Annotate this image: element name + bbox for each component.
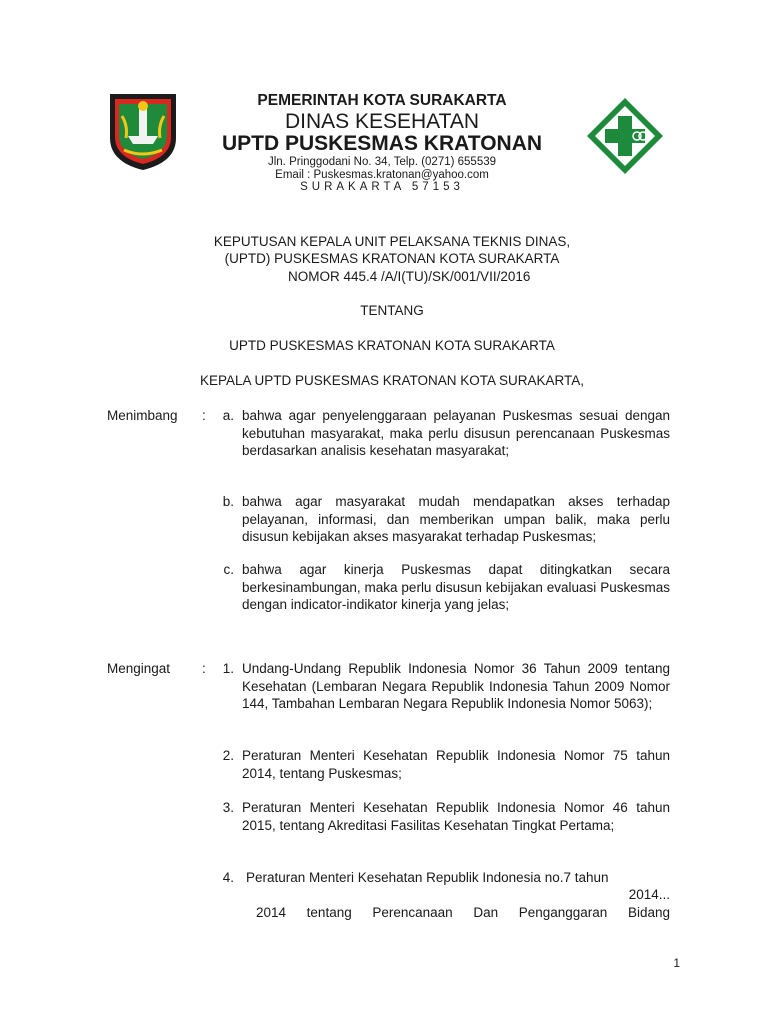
decree-number: NOMOR 445.4 /A/I(TU)/SK/001/VII/2016 xyxy=(288,269,531,284)
decree-head-title: KEPALA UPTD PUSKESMAS KRATONAN KOTA SURAKARTA, xyxy=(199,373,585,388)
mengingat-label: Mengingat xyxy=(107,661,171,676)
menimbang-label: Menimbang xyxy=(107,408,178,423)
mengingat-item-4-line2: 2014... xyxy=(628,887,670,902)
letterhead-email: Email : Puskesmas.kratonan@yahoo.com xyxy=(275,169,489,181)
menimbang-marker-c: c. xyxy=(223,562,234,577)
puskesmas-logo xyxy=(585,96,665,176)
menimbang-item-a: bahwa agar penyelenggaraan pelayanan Puskesmas sesuai dengan kebutuhan masyarakat, maka perlu disusun perencanaan Puskesmas berdasarkan analisis kesehatan masyarakat; xyxy=(242,408,670,458)
letterhead-city: SURAKARTA 57153 xyxy=(300,181,464,193)
mengingat-item-3: Peraturan Menteri Kesehatan Republik Indonesia Nomor 46 tahun 2015, tentang Akreditasi Fasilitas Kesehatan Tingkat Pertama; xyxy=(242,800,670,833)
mengingat-colon: : xyxy=(202,661,206,676)
mengingat-marker-2: 2. xyxy=(222,748,234,763)
decree-title-line2: (UPTD) PUSKESMAS KRATONAN KOTA SURAKARTA xyxy=(224,251,560,266)
menimbang-marker-a: a. xyxy=(222,408,234,423)
decree-title-line1: KEPUTUSAN KEPALA UNIT PELAKSANA TEKNIS DINAS, xyxy=(213,234,571,249)
letterhead-government: PEMERINTAH KOTA SURAKARTA xyxy=(257,92,507,109)
menimbang-item-b: bahwa agar masyarakat mudah mendapatkan akses terhadap pelayanan, informasi, dan memberikan umpan balik, maka perlu disusun kebijakan akses masyarakat terhadap Puskesmas; xyxy=(242,494,670,544)
decree-tentang: TENTANG xyxy=(360,303,424,318)
surakarta-emblem-logo xyxy=(106,92,180,172)
letterhead-address: Jln. Pringgodani No. 34, Telp. (0271) 655539 xyxy=(267,156,497,168)
menimbang-item-c: bahwa agar kinerja Puskesmas dapat ditingkatkan secara berkesinambungan, maka perlu disusun kebijakan evaluasi Puskesmas dengan indicator-indikator kinerja yang jelas; xyxy=(242,562,670,612)
menimbang-colon: : xyxy=(202,408,206,423)
mengingat-marker-4: 4. xyxy=(222,870,234,885)
menimbang-marker-b: b. xyxy=(222,494,234,509)
mengingat-marker-1: 1. xyxy=(222,661,234,676)
mengingat-marker-3: 3. xyxy=(222,800,234,815)
mengingat-item-2: Peraturan Menteri Kesehatan Republik Indonesia Nomor 75 tahun 2014, tentang Puskesmas; xyxy=(242,748,670,781)
letterhead-department: DINAS KESEHATAN xyxy=(284,110,480,133)
mengingat-item-1: Undang-Undang Republik Indonesia Nomor 36 Tahun 2009 tentang Kesehatan (Lembaran Negara Republik Indonesia Tahun 2009 Nomor 144, Tambahan Lembaran Negara Republik Indonesia Nomor 5063); xyxy=(242,661,670,711)
page-number: 1 xyxy=(673,956,680,970)
mengingat-item-4-line1: Peraturan Menteri Kesehatan Republik Indonesia no.7 tahun xyxy=(246,870,609,885)
decree-subject: UPTD PUSKESMAS KRATONAN KOTA SURAKARTA xyxy=(229,338,555,353)
mengingat-item-4-line3: 2014 tentang Perencanaan Dan Penganggaran Bidang xyxy=(256,905,670,920)
letterhead-institution: UPTD PUSKESMAS KRATONAN xyxy=(221,132,543,155)
